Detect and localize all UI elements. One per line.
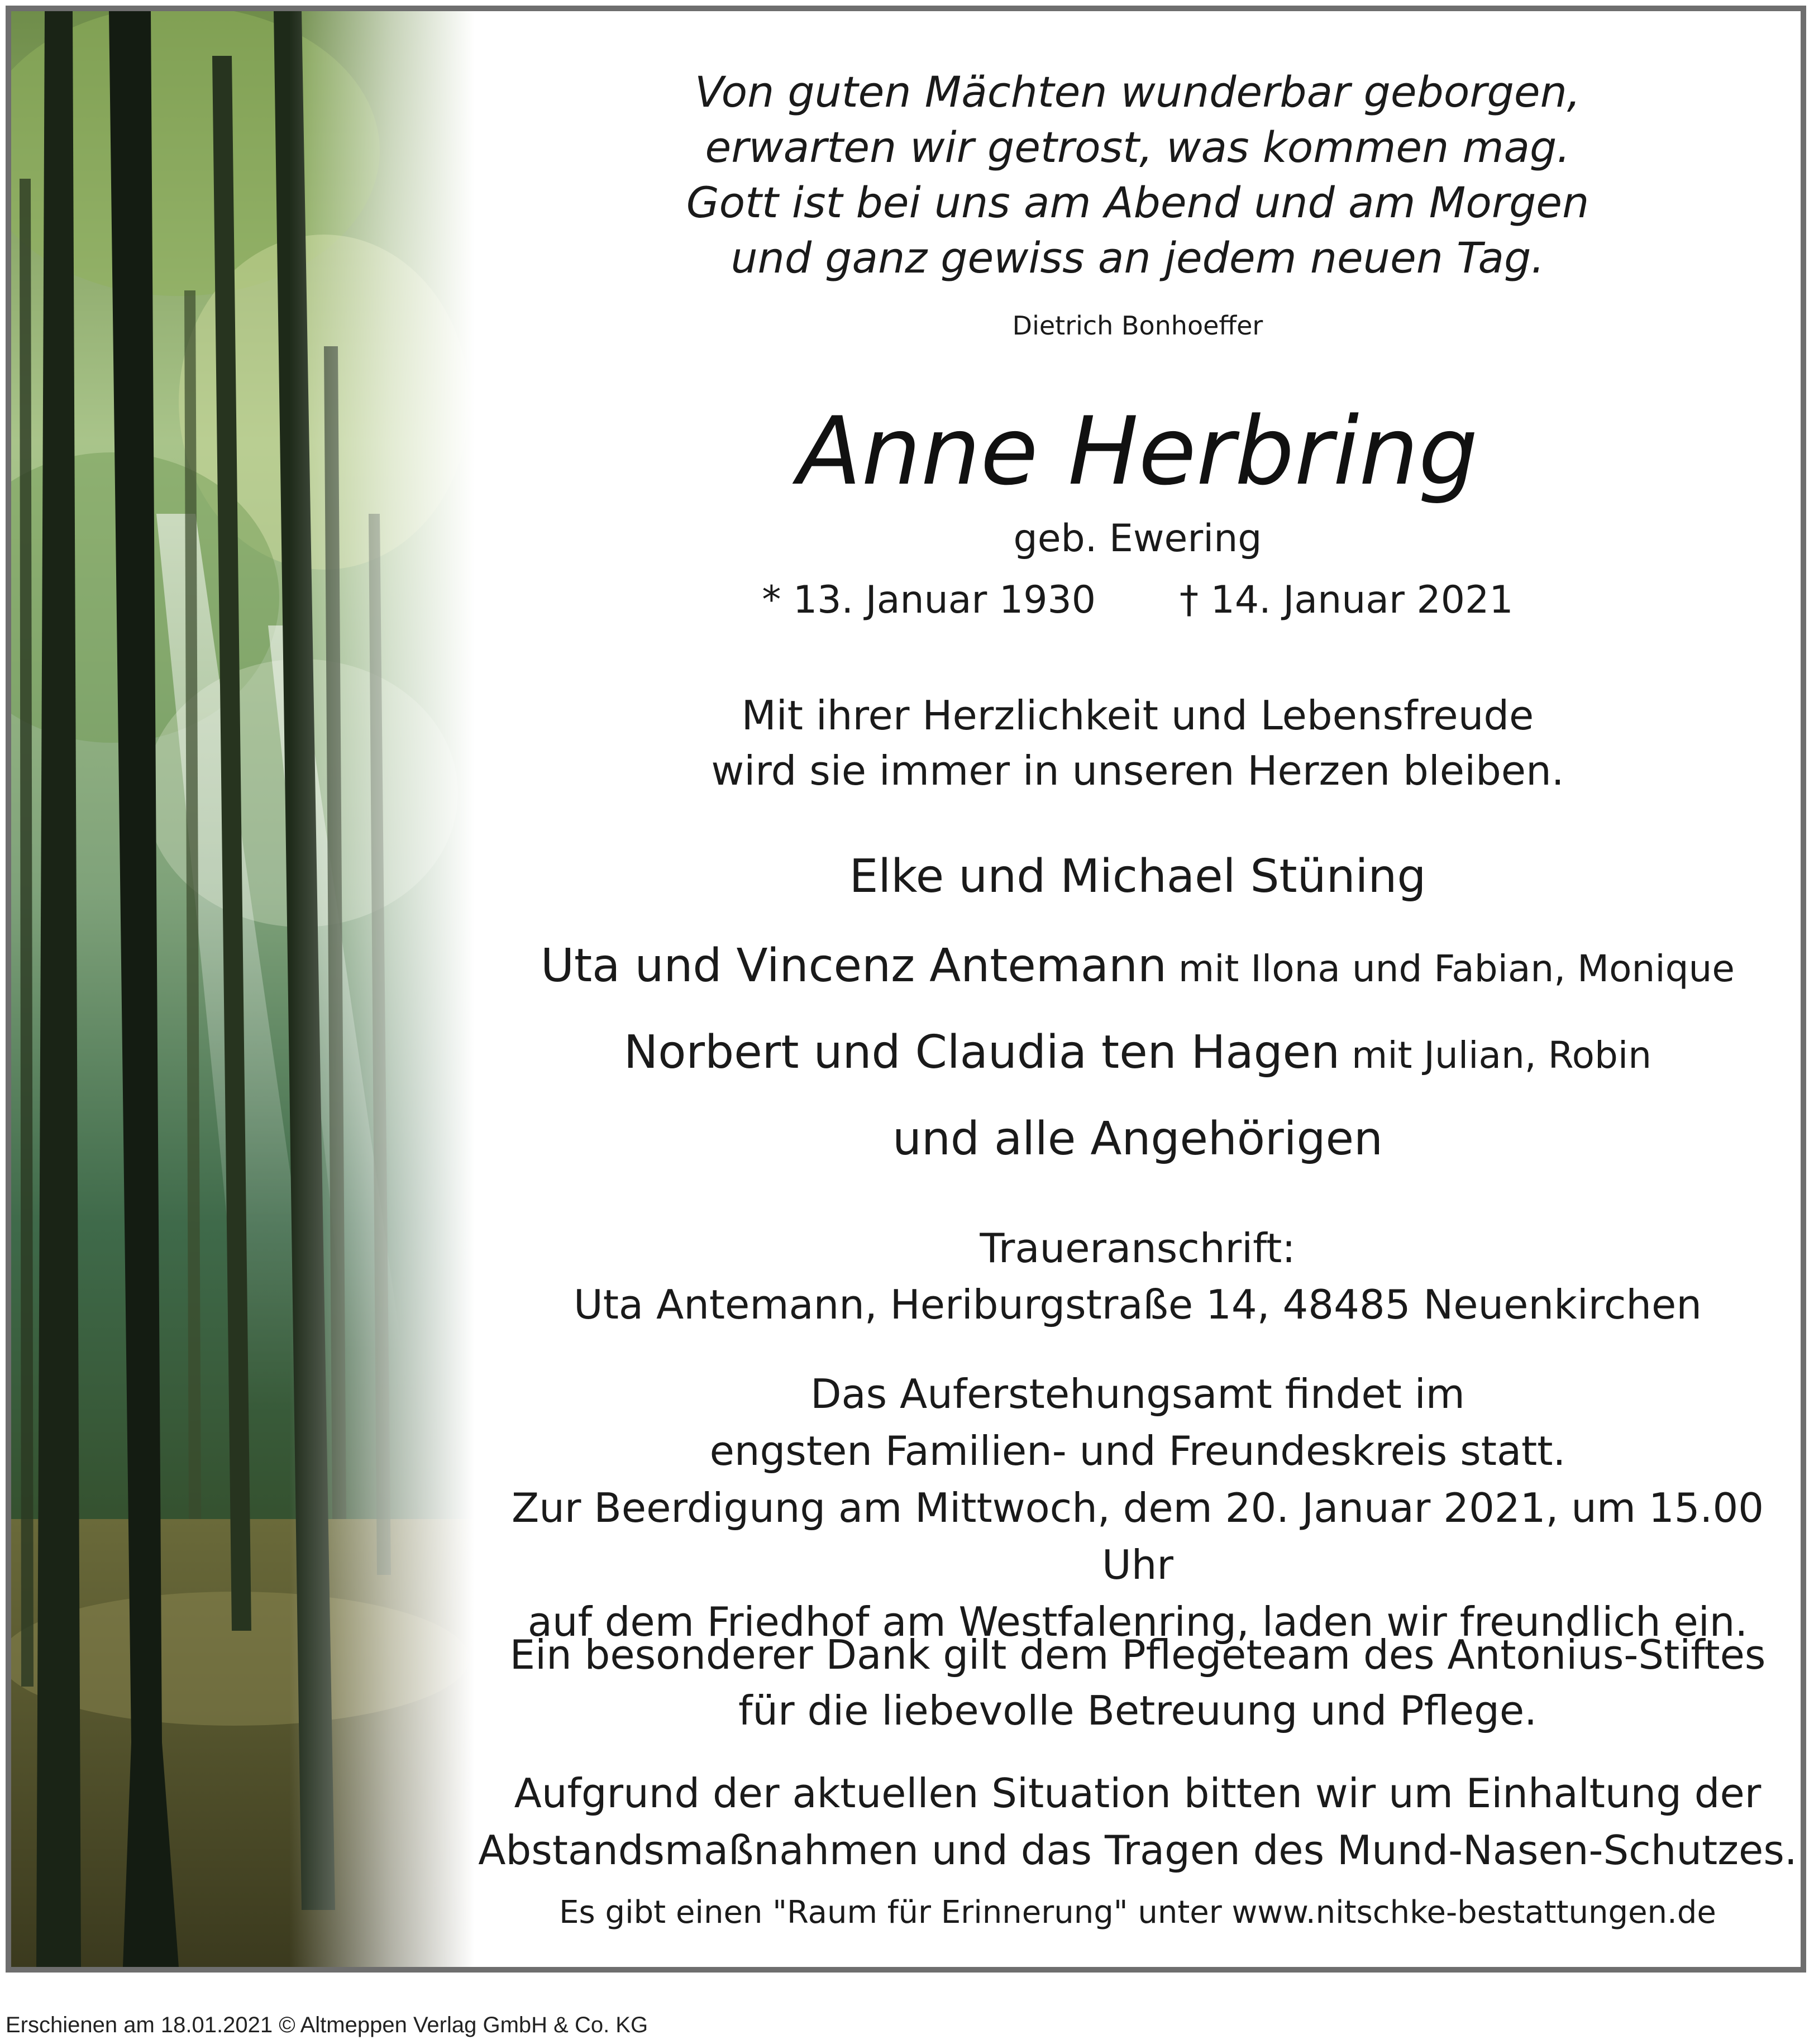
tribute-line: wird sie immer in unseren Herzen bleiben. <box>711 747 1564 794</box>
life-dates <box>475 578 1801 623</box>
maiden-name: geb. Ewering <box>1013 517 1262 561</box>
thanks-notice <box>475 1627 1801 1739</box>
notice-line: Aufgrund der aktuellen Situation bitten wir um Einhaltung der <box>514 1770 1762 1817</box>
forest-image <box>11 11 475 1967</box>
notice-line: engsten Familien- und Freundeskreis statt. <box>709 1427 1566 1474</box>
mourning-address <box>475 1220 1801 1333</box>
address-value: Uta Antemann, Heriburgstraße 14, 48485 Neuenkirchen <box>574 1281 1702 1328</box>
memorial-website-note: Es gibt einen "Raum für Erinnerung" unter www.nitschke-bestattungen.de <box>559 1894 1716 1931</box>
mourner-names: Norbert und Claudia ten Hagen <box>623 1026 1340 1079</box>
mourner-line <box>475 938 1801 997</box>
death-date: † 14. Januar 2021 <box>1180 578 1514 622</box>
tribute-text <box>475 688 1801 799</box>
notice-line: Abstandsmaßnahmen und das Tragen des Mund-Nasen-Schutzes. <box>478 1827 1797 1874</box>
poem-line: Gott ist bei uns am Abend und am Morgen <box>686 178 1589 227</box>
poem-line: Von guten Mächten wunderbar geborgen, <box>695 67 1581 117</box>
obituary-content <box>475 11 1801 1967</box>
deceased-name: Anne Herbring <box>797 397 1478 506</box>
notice-line: Ein besonderer Dank gilt dem Pflegeteam des Antonius-Stiftes <box>509 1631 1766 1678</box>
tribute-line: Mit ihrer Herzlichkeit und Lebensfreude <box>741 692 1534 739</box>
mourner-line <box>475 1025 1801 1083</box>
service-notice <box>475 1365 1801 1650</box>
notice-line: auf dem Friedhof am Westfalenring, laden wir freundlich ein. <box>527 1598 1748 1645</box>
poem-author: Dietrich Bonhoeffer <box>1012 311 1263 341</box>
notice-line: Zur Beerdigung am Mittwoch, dem 20. Januar 2021, um 15.00 Uhr <box>511 1484 1764 1588</box>
notice-line: Das Auferstehungsamt findet im <box>810 1370 1465 1417</box>
poem-line: erwarten wir getrost, was kommen mag. <box>705 122 1570 172</box>
mourner-extra: mit Julian, Robin <box>1340 1034 1652 1077</box>
bonhoeffer-poem <box>475 64 1801 285</box>
mourner-line <box>475 849 1801 908</box>
mourner-names: Elke und Michael Stüning <box>849 850 1426 903</box>
obituary-frame <box>6 6 1806 1973</box>
address-label: Traueranschrift: <box>980 1225 1296 1272</box>
mourner-line <box>475 1111 1801 1170</box>
mourner-names: und alle Angehörigen <box>892 1112 1383 1166</box>
poem-line: und ganz gewiss an jedem neuen Tag. <box>731 233 1545 283</box>
notice-line: für die liebevolle Betreuung und Pflege. <box>738 1687 1538 1734</box>
mourner-names: Uta und Vincenz Antemann <box>540 939 1167 992</box>
birth-date: * 13. Januar 1930 <box>762 578 1096 622</box>
covid-notice <box>475 1765 1801 1879</box>
publication-footer: Erschienen am 18.01.2021 © Altmeppen Verlag GmbH & Co. KG <box>6 2013 648 2037</box>
mourner-extra: mit Ilona und Fabian, Monique <box>1166 947 1735 990</box>
